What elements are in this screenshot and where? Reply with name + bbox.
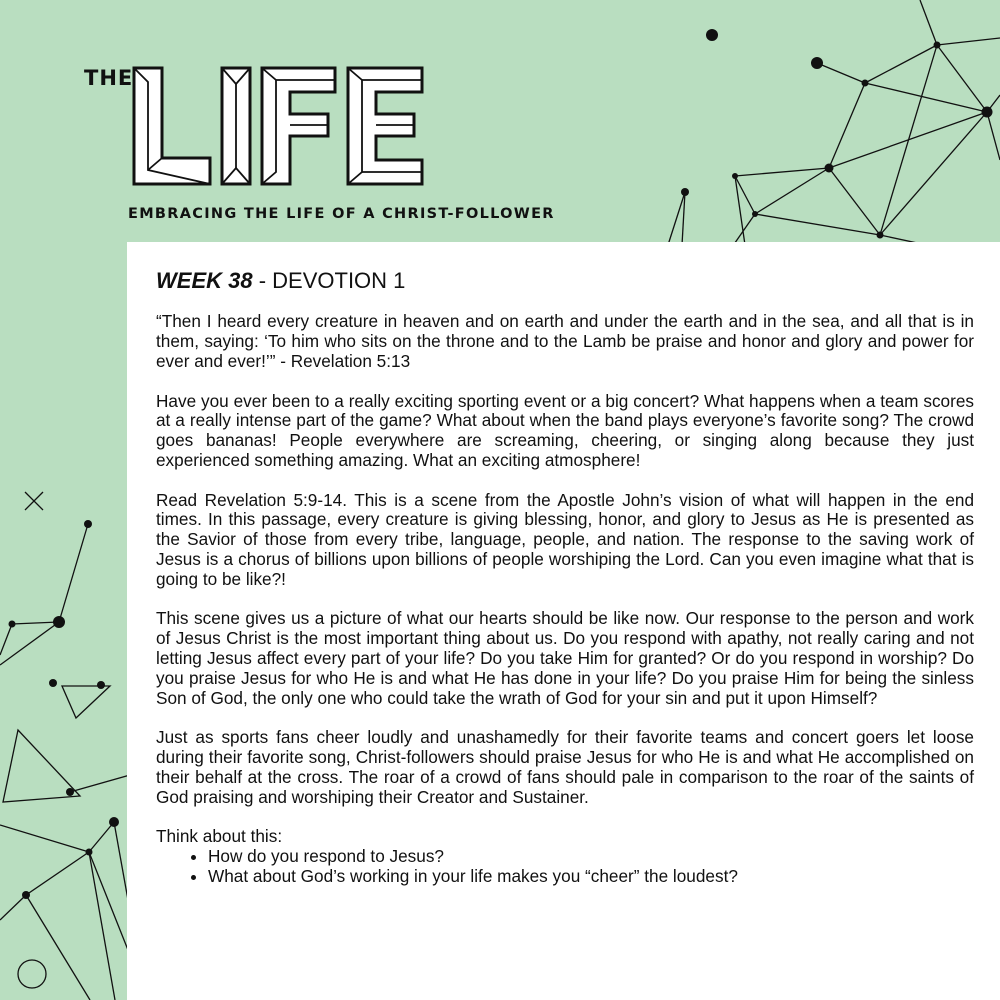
devotion-panel	[127, 242, 1000, 1000]
masthead	[80, 60, 555, 230]
constellation-decoration-left	[0, 480, 130, 1000]
body-paragraph: Just as sports fans cheer loudly and unashamedly for their favorite teams and concert goers let loose during their favorite song, Christ-followers should praise Jesus for who He is and what He accomplished on their behalf at the cross. The roar of a crowd of fans should pale in comparison to the roar of the saints of God praising and worshiping their Creator and Sustainer.	[156, 727, 974, 807]
body-paragraph: This scene gives us a picture of what our hearts should be like now. Our response to the person and work of Jesus Christ is the most important thing about us. Do you respond with apathy, not really caring and not letting Jesus affect every part of your life? Do you take Him for granted? Or do you respond in worship? Do you praise Jesus for who He is and what He has done in your life? Do you praise Him for being the sinless Son of God, the only one who could take the wrath of God for your sin and put it upon Himself?	[156, 608, 974, 708]
devotion-label: DEVOTION 1	[272, 268, 406, 293]
devotion-content	[156, 268, 974, 887]
masthead-tagline: EMBRACING THE LIFE OF A CHRIST-FOLLOWER	[128, 206, 555, 222]
list-item: • How do you respond to Jesus?	[208, 847, 974, 867]
body-paragraph: Have you ever been to a really exciting sporting event or a big concert? What happens when a team scores at a really intense part of the game? What about when the band plays everyone’s favorite song? The crowd goes bananas! People everywhere are screaming, cheering, or singing along because they just experienced something amazing. What an exciting atmosphere!	[156, 390, 974, 470]
body-paragraph: Read Revelation 5:9-14. This is a scene from the Apostle John’s vision of what will happen in the end times. In this passage, every creature is giving blessing, honor, and glory to Jesus as He is presented as the Savior of those from every tribe, language, people, and nation. The response to the saving work of Jesus is a chorus of billions upon billions of people worshiping the Lord. Can you even imagine what that is going to be like?!	[156, 489, 974, 589]
masthead-the: THE	[84, 66, 134, 90]
heading-separator: -	[252, 268, 273, 293]
week-label: WEEK 38	[156, 268, 253, 293]
think-about-label: Think about this:	[156, 826, 283, 847]
life-logo	[130, 60, 480, 190]
list-item: • What about God’s working in your life makes you “cheer” the loudest?	[208, 867, 974, 887]
devotion-heading	[156, 268, 974, 294]
reflection-questions	[156, 847, 974, 887]
constellation-decoration-top	[650, 0, 1000, 250]
scripture-quote: “Then I heard every creature in heaven and on earth and under the earth and in the sea, and all that is in them, saying: ‘To him who sits on the throne and to the Lamb be praise and honor and glory and power for ever and ever!’” - Revelation 5:13	[156, 311, 974, 371]
